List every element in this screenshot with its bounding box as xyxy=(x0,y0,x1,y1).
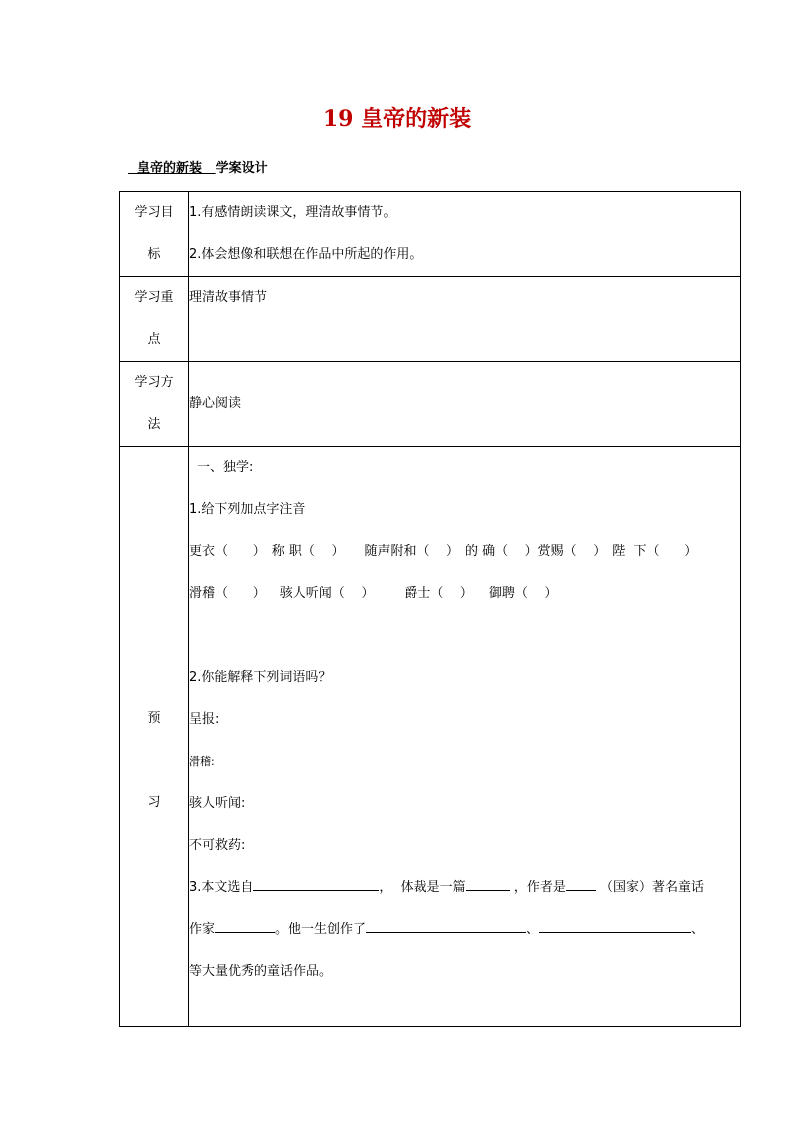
q1-title: 1.给下列加点字注音 xyxy=(189,502,306,517)
subtitle xyxy=(128,157,268,176)
q2-term: 呈报: xyxy=(189,712,220,727)
q3-line1: 3.本文选自 ， 体裁是一篇 ，作者是 （国家）著名童话 xyxy=(189,867,740,909)
q2-term: 骇人听闻: xyxy=(189,796,246,811)
method-row xyxy=(120,362,741,447)
preview-row xyxy=(120,447,741,1027)
answer-blank[interactable] xyxy=(566,876,596,891)
method-content xyxy=(189,362,741,447)
subtitle-suffix: 学案设计 xyxy=(215,161,268,176)
answer-blank[interactable] xyxy=(253,876,379,891)
goals-row xyxy=(120,192,741,277)
answer-blank[interactable] xyxy=(366,918,526,933)
goal-item: 1.有感情朗读课文，理清故事情节。 xyxy=(189,205,397,220)
goals-content xyxy=(189,192,741,277)
preview-content xyxy=(189,447,741,1027)
method-text: 静心阅读 xyxy=(189,396,242,411)
q2-term: 不可救药: xyxy=(189,838,246,853)
answer-blank[interactable] xyxy=(539,918,691,933)
q1-row1: 更衣（ ） 称 职（ ） 随声附和（ ） 的 确（ ）赏赐（ ） 陛 下（ ） xyxy=(189,544,698,559)
q2-title: 2.你能解释下列词语吗？ xyxy=(189,670,332,685)
answer-blank[interactable] xyxy=(466,876,510,891)
preview-label: 预 习 xyxy=(120,447,189,1027)
method-label: 学习方 法 xyxy=(120,362,189,447)
q3-line2: 作家 。他一生创作了 、 、 xyxy=(189,909,740,951)
study-plan-table xyxy=(119,191,741,1027)
page-title: 19 皇帝的新装 xyxy=(322,106,472,132)
goals-label: 学习目 标 xyxy=(120,192,189,277)
q2-term: 滑稽: xyxy=(189,755,215,768)
focus-label: 学习重 点 xyxy=(120,277,189,362)
q3-line3: 等大量优秀的童话作品。 xyxy=(189,964,333,979)
focus-content xyxy=(189,277,741,362)
subtitle-lesson: 皇帝的新装 xyxy=(128,161,216,176)
focus-row xyxy=(120,277,741,362)
focus-text: 理清故事情节 xyxy=(189,290,268,305)
q1-row2: 滑稽（ ） 骇人听闻（ ） 爵士（ ） 御聘（ ） xyxy=(189,586,558,601)
spacer xyxy=(189,615,740,657)
answer-blank[interactable] xyxy=(215,918,275,933)
section-heading: 一、独学: xyxy=(197,460,254,475)
goal-item: 2.体会想像和联想在作品中所起的作用。 xyxy=(189,247,423,262)
